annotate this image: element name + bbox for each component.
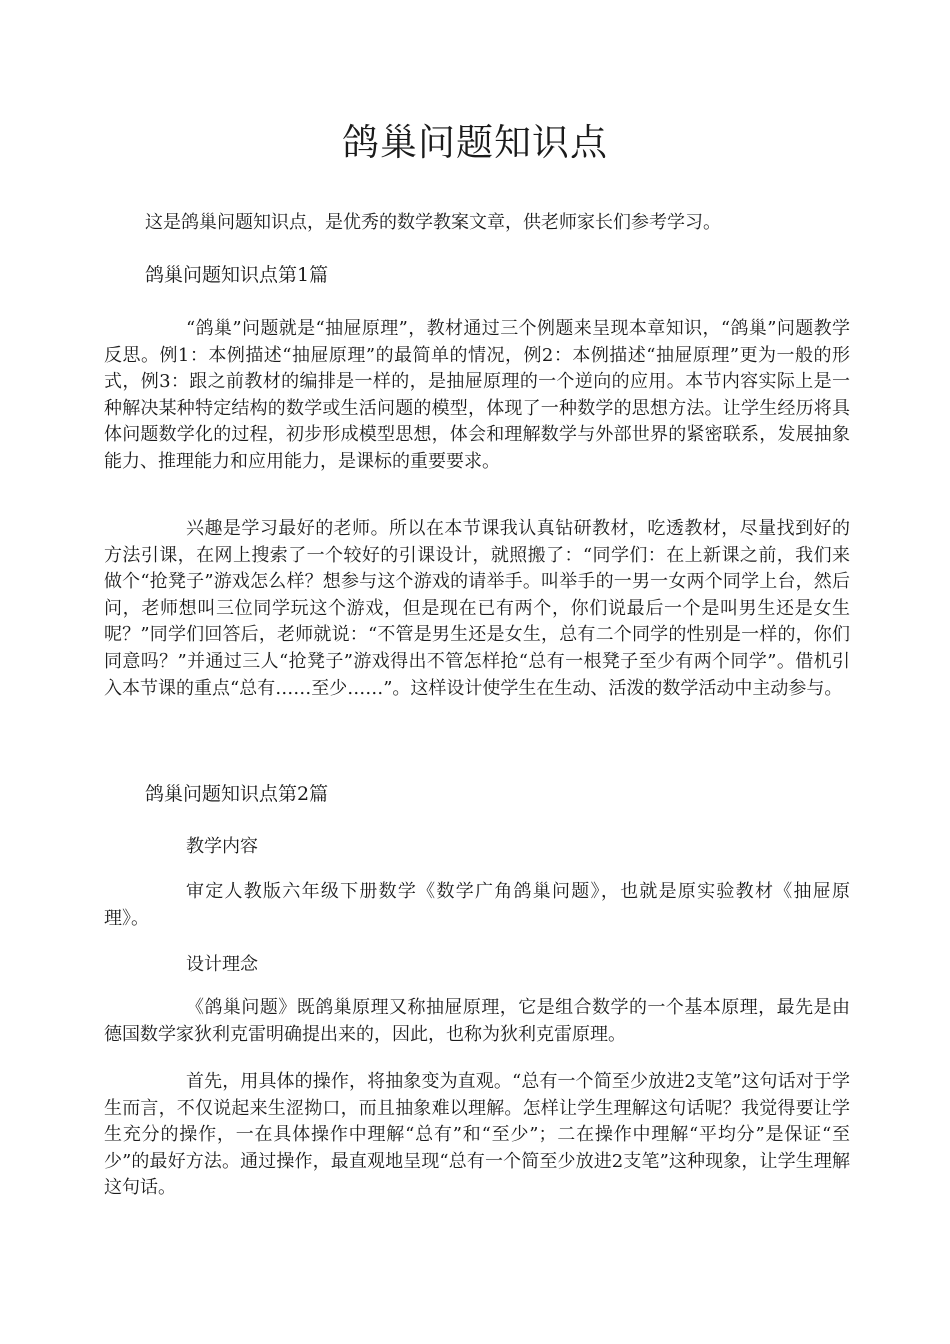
section-2-paragraph-3: 首先，用具体的操作，将抽象变为直观。“总有一个简至少放进2支笔”这句话对于学生而言，不仅说起来生涩拗口，而且抽象难以理解。怎样让学生理解这句话呢？我觉得要让学生充分的操作，一在具体操作中理解“总有”和“至少”；二在操作中理解“平均分”是保证“至少”的最好方法。通过操作，最直观地呈现“总有一个简至少放进2支笔”这种现象，让学生理解这句话。 — [104, 1071, 850, 1199]
section-1-paragraph-2: 兴趣是学习最好的老师。所以在本节课我认真钻研教材，吃透教材，尽量找到好的方法引课，在网上搜索了一个较好的引课设计，就照搬了：“同学们：在上新课之前，我们来做个“抢凳子”游戏怎么样？想参与这个游戏的请举手。叫举手的一男一女两个同学上台，然后问，老师想叫三位同学玩这个游戏，但是现在已有两个，你们说最后一个是叫男生还是女生呢？”同学们回答后，老师就说：“不管是男生还是女生，总有二个同学的性别是一样的，你们同意吗？”并通过三人“抢凳子”游戏得出不管怎样抢“总有一根凳子至少有两个同学”。借机引入本节课的重点“总有……至少……”。这样设计使学生在生动、活泼的数学活动中主动参与。 — [104, 518, 850, 699]
page-title: 鸽巢问题知识点 — [342, 121, 608, 164]
section-1-paragraph-1: “鸽巢”问题就是“抽屉原理”，教材通过三个例题来呈现本章知识，“鸽巢”问题教学反思。例1：本例描述“抽屉原理”的最简单的情况，例2：本例描述“抽屉原理”更为一般的形式，例3：跟之前教材的编排是一样的，是抽屉原理的一个逆向的应用。本节内容实际上是一种解决某种特定结构的数学或生活问题的模型，体现了一种数学的思想方法。让学生经历将具体问题数学化的过程，初步形成模型思想，体会和理解数学与外部世界的紧密联系，发展抽象能力、推理能力和应用能力，是课标的重要要求。 — [104, 318, 850, 472]
section-1-heading: 鸽巢问题知识点第1篇 — [145, 264, 329, 286]
section-2-paragraph-1: 审定人教版六年级下册数学《数学广角鸽巢问题》，也就是原实验教材《抽屉原理》。 — [104, 881, 850, 929]
section-2-paragraph-2: 《鸽巢问题》既鸽巢原理又称抽屉原理，它是组合数学的一个基本原理，最先是由德国数学家狄利克雷明确提出来的，因此，也称为狄利克雷原理。 — [104, 997, 850, 1045]
section-2-subheading-concept: 设计理念 — [186, 954, 258, 975]
section-2-subheading-content: 教学内容 — [186, 836, 258, 857]
intro-paragraph: 这是鸽巢问题知识点，是优秀的数学教案文章，供老师家长们参考学习。 — [145, 212, 721, 233]
section-2-heading: 鸽巢问题知识点第2篇 — [145, 783, 329, 805]
